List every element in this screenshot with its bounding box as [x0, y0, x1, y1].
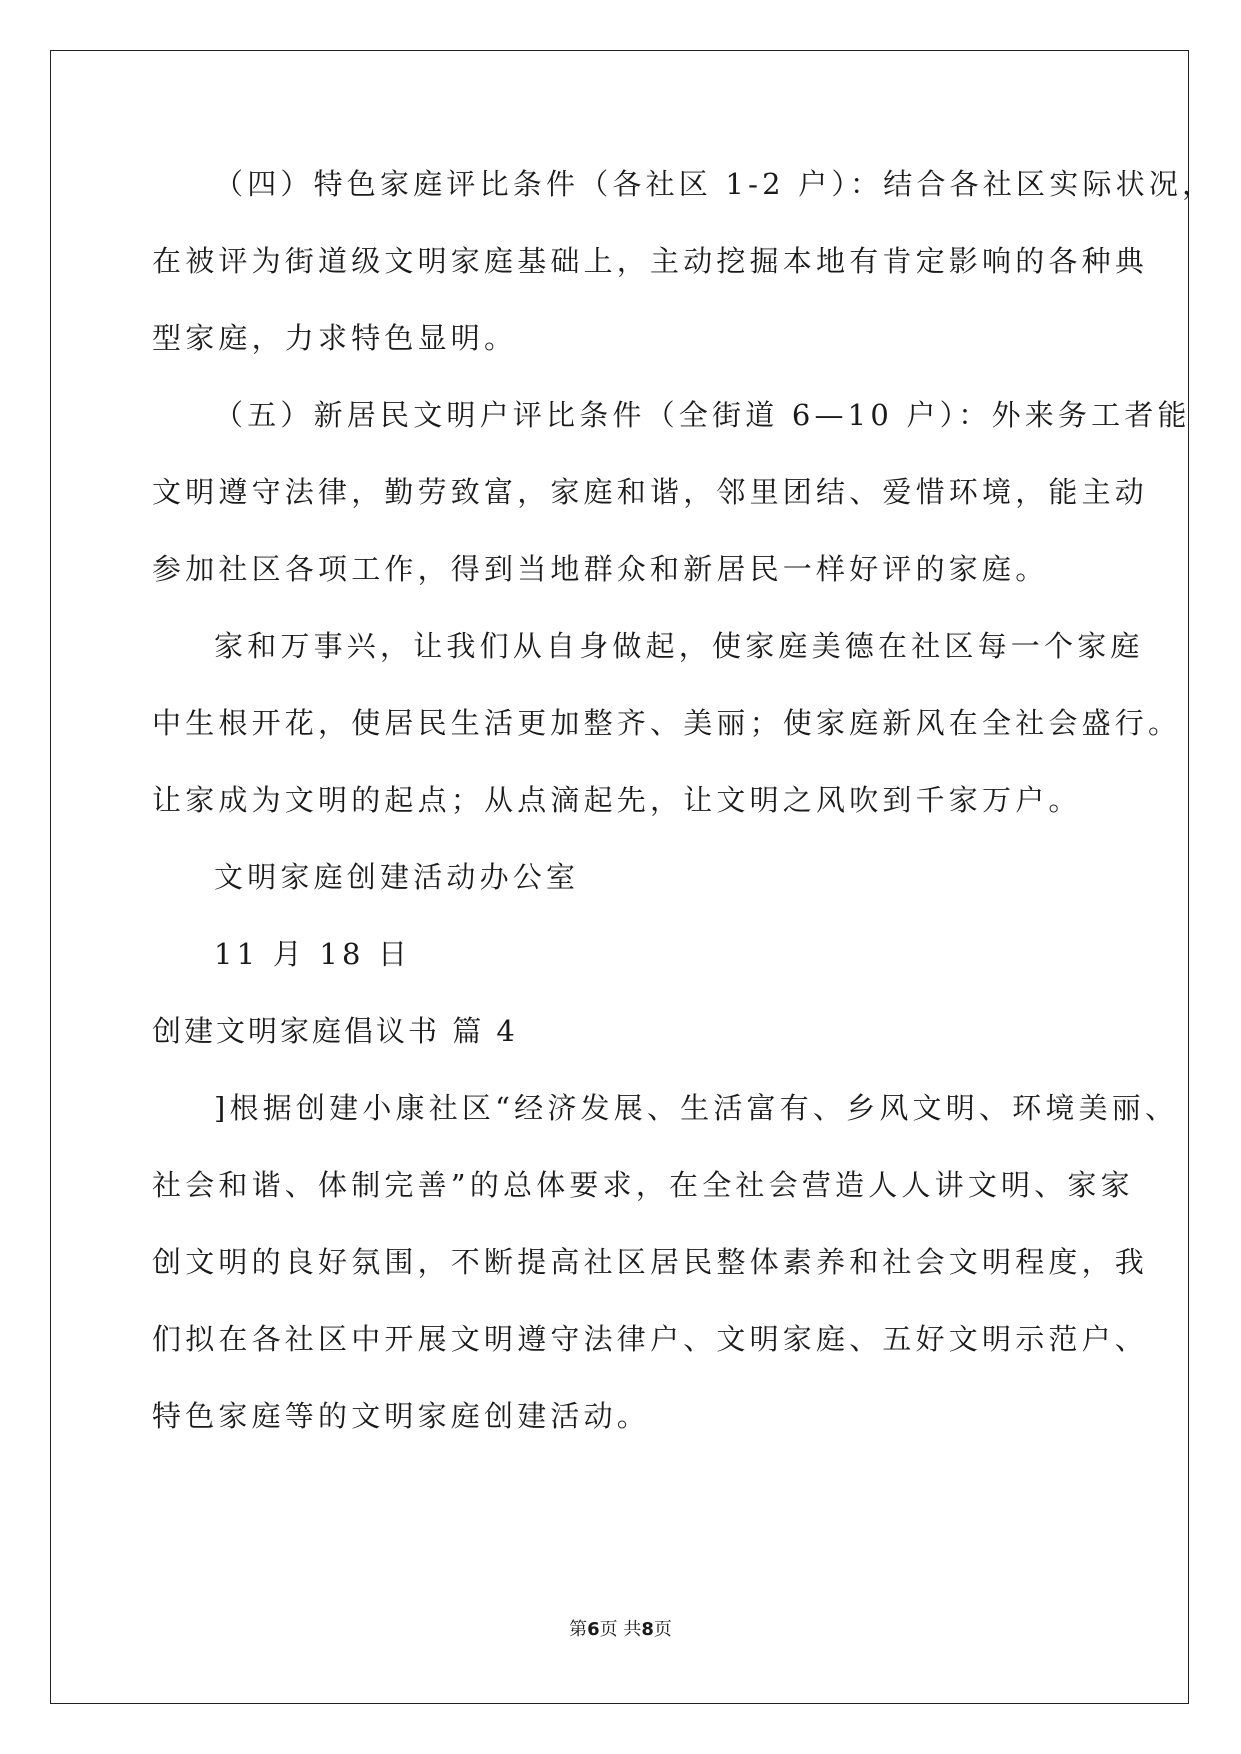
footer-prefix: 第 [569, 1619, 588, 1640]
paragraph-line: 让家成为文明的起点；从点滴起先，让文明之风吹到千家万户。 [152, 783, 1082, 817]
footer-suffix: 页 [653, 1619, 672, 1640]
paragraph-line: 特色家庭等的文明家庭创建活动。 [152, 1399, 651, 1433]
signature-date: 11 月 18 日 [214, 937, 412, 971]
footer-middle: 页 共 [599, 1619, 642, 1640]
paragraph-line: 在被评为街道级文明家庭基础上，主动挖掘本地有肯定影响的各种典 [152, 244, 1149, 278]
paragraph-line: 家和万事兴，让我们从自身做起，使家庭美德在社区每一个家庭 [214, 629, 1144, 663]
signature-office: 文明家庭创建活动办公室 [214, 860, 580, 894]
page-footer [0, 1615, 1241, 1641]
paragraph-line: （五）新居民文明户评比条件（全街道 6—10 户）：外来务工者能 [214, 398, 1191, 432]
paragraph-line: 型家庭，力求特色显明。 [152, 321, 518, 355]
paragraph-line: 参加社区各项工作，得到当地群众和新居民一样好评的家庭。 [152, 552, 1049, 586]
section-heading: 创建文明家庭倡议书 篇 4 [152, 1014, 518, 1048]
paragraph-line: 文明遵守法律，勤劳致富，家庭和谐，邻里团结、爱惜环境，能主动 [152, 475, 1149, 509]
paragraph-line: （四）特色家庭评比条件（各社区 1-2 户）：结合各社区实际状况， [214, 167, 1216, 201]
paragraph-line: 中生根开花，使居民生活更加整齐、美丽；使家庭新风在全社会盛行。 [152, 706, 1182, 740]
paragraph-line: ]根据创建小康社区“经济发展、生活富有、乡风文明、环境美丽、 [214, 1091, 1179, 1125]
paragraph-line: 创文明的良好氛围，不断提高社区居民整体素养和社会文明程度，我 [152, 1245, 1149, 1279]
paragraph-line: 们拟在各社区中开展文明遵守法律户、文明家庭、五好文明示范户、 [152, 1322, 1149, 1356]
current-page-number: 6 [587, 1619, 600, 1640]
total-page-number: 8 [641, 1619, 654, 1640]
paragraph-line: 社会和谐、体制完善”的总体要求，在全社会营造人人讲文明、家家 [152, 1168, 1134, 1202]
